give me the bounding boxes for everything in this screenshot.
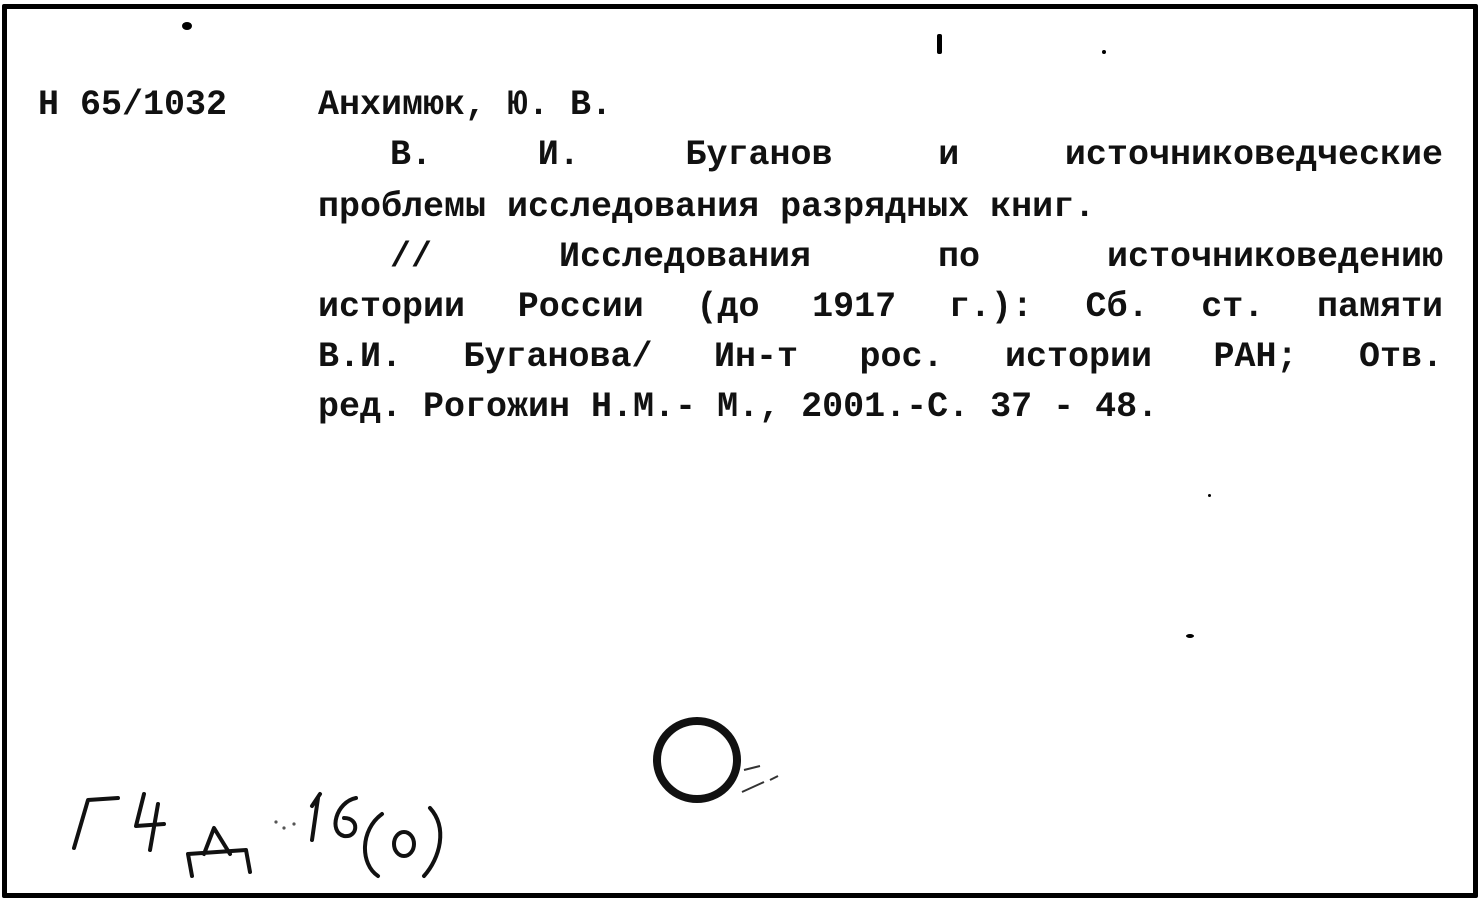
title-line-2: проблемы исследования разрядных книг. — [318, 187, 1096, 227]
speck — [1208, 494, 1211, 497]
source-line-3: В.И. Буганова/ Ин-т рос. истории РАН; Отв. — [318, 337, 1443, 377]
shelfmark: Н 65/1032 — [38, 85, 228, 125]
source-line-4: ред. Рогожин Н.М.- М., 2001.-С. 37 - 48. — [318, 387, 1159, 427]
speck — [1186, 634, 1194, 638]
source-line-2: истории России (до 1917 г.): Сб. ст. памяти — [318, 287, 1443, 327]
title-line-1: В. И. Буганов и источниковедческие — [390, 135, 1443, 175]
speck — [182, 22, 192, 30]
handwritten-note — [60, 780, 460, 890]
speck — [1102, 50, 1106, 54]
punch-hole-circle — [652, 712, 792, 822]
source-line-1: // Исследования по источниковедению — [390, 237, 1443, 277]
author-heading: Анхимюк, Ю. В. — [318, 85, 613, 125]
speck — [937, 34, 942, 54]
